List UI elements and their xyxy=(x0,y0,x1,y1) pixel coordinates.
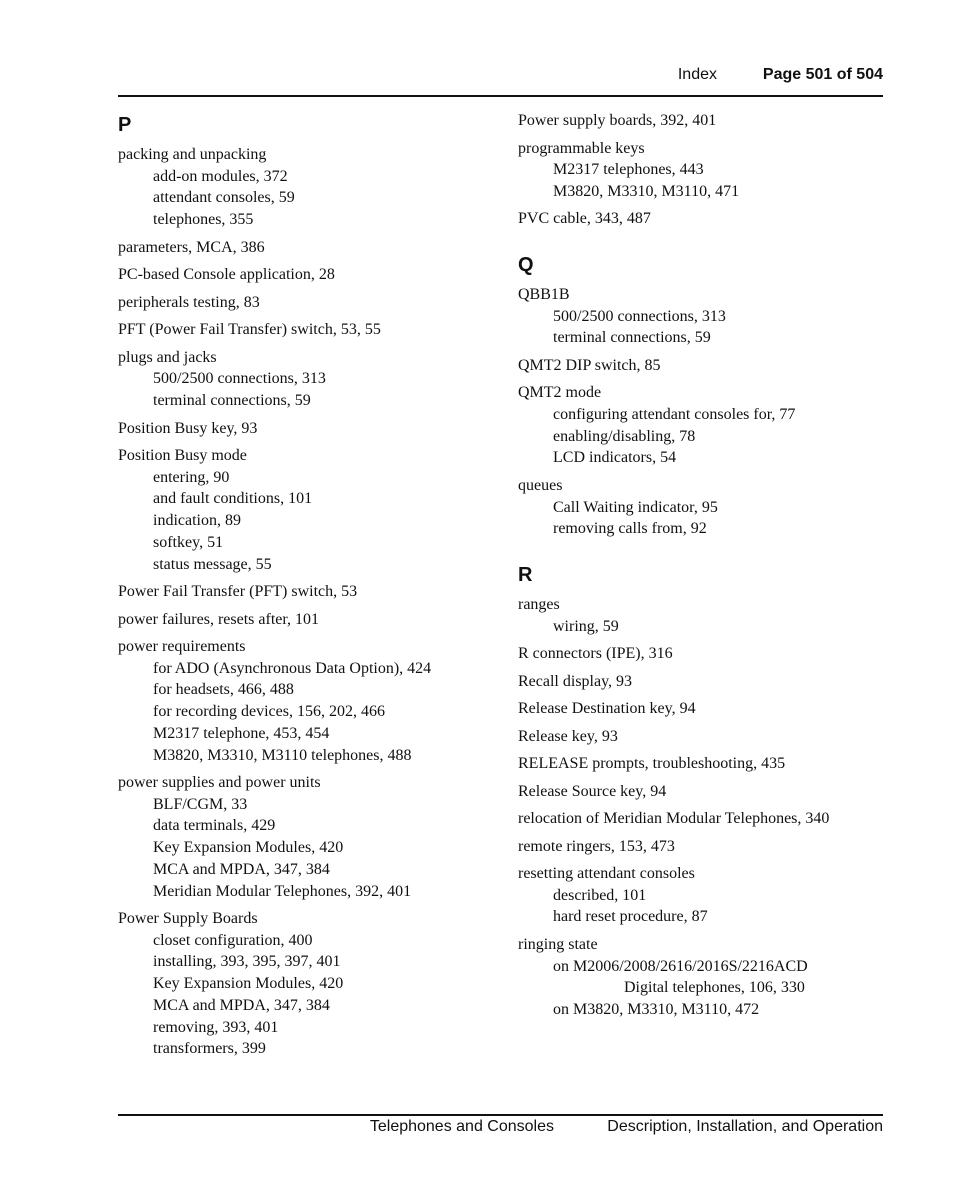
index-entry xyxy=(118,609,498,631)
index-entry xyxy=(518,934,883,1021)
index-entry xyxy=(118,264,498,286)
index-subterm: data terminals, 429 xyxy=(153,817,276,835)
index-entry xyxy=(118,347,498,412)
index-subterm: removing, 393, 401 xyxy=(153,1018,279,1036)
index-term: programmable keys xyxy=(518,139,645,157)
index-subterm: terminal connections, 59 xyxy=(153,392,311,410)
index-term: QMT2 DIP switch, 85 xyxy=(518,356,661,374)
index-subterm: telephones, 355 xyxy=(153,211,254,229)
index-entry xyxy=(518,208,883,230)
index-letter-heading: R xyxy=(518,563,533,586)
index-term: PFT (Power Fail Transfer) switch, 53, 55 xyxy=(118,321,381,339)
index-subterm: described, 101 xyxy=(553,886,647,904)
header-page-number: Page 501 of 504 xyxy=(762,66,883,83)
index-term: R connectors (IPE), 316 xyxy=(518,645,673,663)
index-term: peripherals testing, 83 xyxy=(118,293,260,311)
index-subterm: status message, 55 xyxy=(153,555,272,573)
index-subterm: M2317 telephone, 453, 454 xyxy=(153,724,330,742)
index-subterm: enabling/disabling, 78 xyxy=(553,427,696,445)
index-entry xyxy=(518,781,883,803)
index-term: RELEASE prompts, troubleshooting, 435 xyxy=(518,755,786,773)
index-term: power requirements xyxy=(118,638,246,656)
index-subterm: and fault conditions, 101 xyxy=(153,490,313,508)
index-subterm: Call Waiting indicator, 95 xyxy=(553,498,718,516)
index-entry xyxy=(118,581,498,603)
index-subterm: for headsets, 466, 488 xyxy=(153,681,294,699)
index-column-left xyxy=(118,110,498,1066)
index-subterm: for ADO (Asynchronous Data Option), 424 xyxy=(153,659,432,677)
index-entry xyxy=(518,382,883,469)
index-subterm: installing, 393, 395, 397, 401 xyxy=(153,953,341,971)
index-subterm: closet configuration, 400 xyxy=(153,931,313,949)
index-entry xyxy=(518,698,883,720)
index-entry xyxy=(518,594,883,637)
index-subterm: M3820, M3310, M3110, 471 xyxy=(553,182,740,200)
index-subterm: Key Expansion Modules, 420 xyxy=(153,975,344,993)
page-header xyxy=(118,64,883,88)
header-rule xyxy=(118,95,883,97)
index-letter-heading: Q xyxy=(518,253,534,276)
index-subterm: 500/2500 connections, 313 xyxy=(153,370,326,388)
index-entry xyxy=(118,636,498,766)
index-entry xyxy=(518,863,883,928)
index-column-right xyxy=(518,110,883,1027)
index-entry xyxy=(118,445,498,575)
header-section: Index xyxy=(677,66,717,83)
footer-book-title: Telephones and Consoles xyxy=(369,1118,554,1135)
index-entry xyxy=(518,475,883,540)
page-footer xyxy=(118,1118,883,1140)
index-subterm: terminal connections, 59 xyxy=(553,329,711,347)
index-term: Recall display, 93 xyxy=(518,672,633,690)
index-term: Power Supply Boards xyxy=(118,910,258,928)
index-entry xyxy=(118,144,498,231)
section-gap xyxy=(518,236,883,248)
index-entry xyxy=(118,908,498,1060)
index-term: power supplies and power units xyxy=(118,774,321,792)
index-entry xyxy=(518,753,883,775)
index-entry xyxy=(518,808,883,830)
index-entry xyxy=(518,284,883,349)
index-term: Release key, 93 xyxy=(518,727,618,745)
index-subsubterm: Digital telephones, 106, 330 xyxy=(624,979,805,997)
index-subterm: 500/2500 connections, 313 xyxy=(553,307,726,325)
index-subterm: MCA and MPDA, 347, 384 xyxy=(153,996,330,1014)
index-term: resetting attendant consoles xyxy=(518,865,695,883)
index-entry xyxy=(118,319,498,341)
index-term: remote ringers, 153, 473 xyxy=(518,837,675,855)
index-subterm: entering, 90 xyxy=(153,468,230,486)
index-subterm: M2317 telephones, 443 xyxy=(553,161,704,179)
index-entry xyxy=(518,643,883,665)
index-subterm: MCA and MPDA, 347, 384 xyxy=(153,860,330,878)
index-term: queues xyxy=(518,476,563,494)
index-subterm: configuring attendant consoles for, 77 xyxy=(553,406,796,424)
index-term: QBB1B xyxy=(518,285,570,303)
index-subterm: on M2006/2008/2616/2016S/2216ACD xyxy=(553,957,808,975)
index-entry xyxy=(118,237,498,259)
footer-doc-title: Description, Installation, and Operation xyxy=(607,1118,883,1135)
index-term: plugs and jacks xyxy=(118,348,217,366)
index-entry xyxy=(518,355,883,377)
index-entry xyxy=(518,671,883,693)
index-term: PVC cable, 343, 487 xyxy=(518,210,651,228)
index-term: QMT2 mode xyxy=(518,384,602,402)
index-entry xyxy=(118,772,498,902)
index-subterm: wiring, 59 xyxy=(553,617,619,635)
index-term: packing and unpacking xyxy=(118,146,267,163)
index-subterm: for recording devices, 156, 202, 466 xyxy=(153,703,385,721)
index-entry xyxy=(518,836,883,858)
index-subterm: hard reset procedure, 87 xyxy=(553,908,708,926)
index-subterm: removing calls from, 92 xyxy=(553,520,707,538)
index-term: Position Busy mode xyxy=(118,447,247,465)
index-term: power failures, resets after, 101 xyxy=(118,610,320,628)
index-entry xyxy=(518,138,883,203)
index-term: Power Fail Transfer (PFT) switch, 53 xyxy=(118,583,358,601)
index-subterm: Meridian Modular Telephones, 392, 401 xyxy=(153,882,412,900)
index-term: ranges xyxy=(518,595,560,613)
index-subterm: on M3820, M3310, M3110, 472 xyxy=(553,1001,760,1019)
index-subterm: add-on modules, 372 xyxy=(153,167,288,185)
index-term: ringing state xyxy=(518,935,598,953)
index-subterm: BLF/CGM, 33 xyxy=(153,795,248,813)
footer-rule xyxy=(118,1114,883,1116)
index-term: parameters, MCA, 386 xyxy=(118,238,265,256)
index-subterm: M3820, M3310, M3110 telephones, 488 xyxy=(153,746,412,764)
index-entry xyxy=(118,418,498,440)
index-term: relocation of Meridian Modular Telephones, 340 xyxy=(518,810,830,828)
index-term: Release Destination key, 94 xyxy=(518,700,696,718)
index-term: PC-based Console application, 28 xyxy=(118,266,335,284)
index-term: Position Busy key, 93 xyxy=(118,419,258,437)
index-subterm: transformers, 399 xyxy=(153,1040,266,1058)
index-term: Release Source key, 94 xyxy=(518,782,667,800)
index-term: Power supply boards, 392, 401 xyxy=(518,112,717,129)
index-entry xyxy=(518,726,883,748)
section-gap xyxy=(518,546,883,558)
index-subterm: LCD indicators, 54 xyxy=(553,449,677,467)
index-subterm: indication, 89 xyxy=(153,512,241,530)
index-letter-heading: P xyxy=(118,114,132,136)
index-subterm: Key Expansion Modules, 420 xyxy=(153,839,344,857)
index-entry xyxy=(118,292,498,314)
index-subterm: softkey, 51 xyxy=(153,533,224,551)
index-entry xyxy=(518,110,883,132)
index-subterm: attendant consoles, 59 xyxy=(153,189,295,207)
